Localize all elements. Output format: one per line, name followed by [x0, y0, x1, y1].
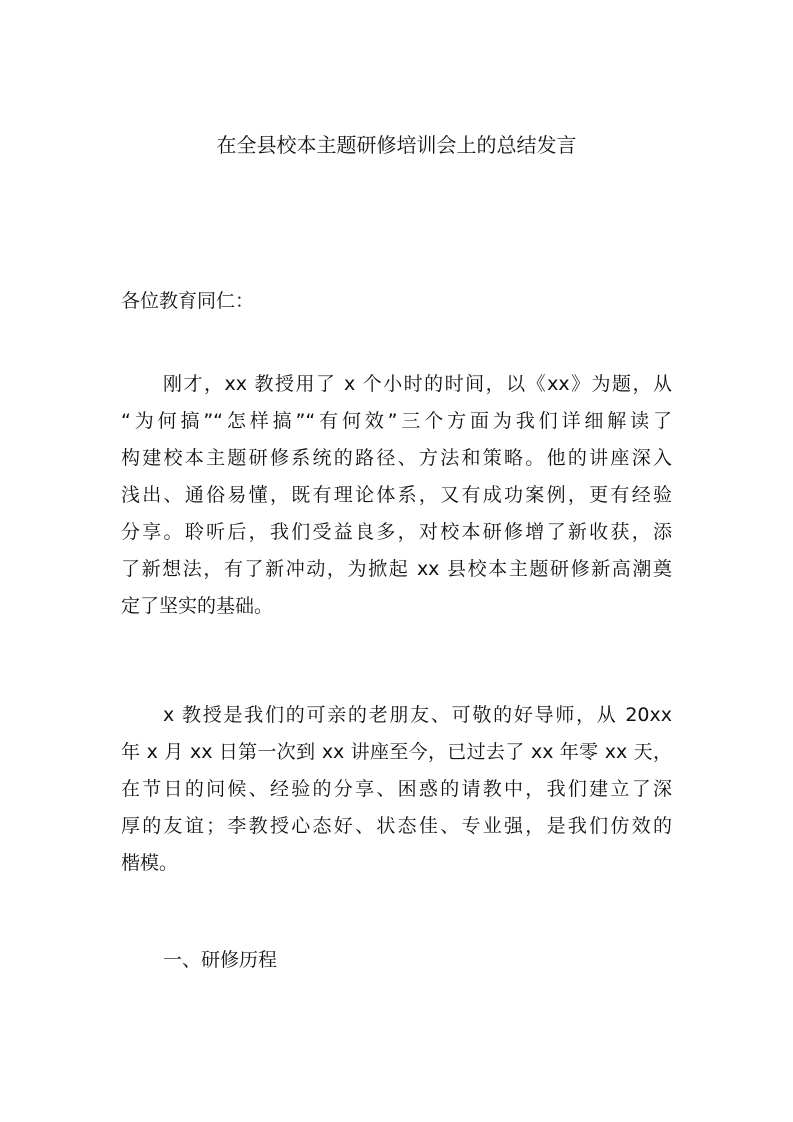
paragraph-line: 分享。聆听后，我们受益良多，对校本研修增了新收获，添	[121, 521, 672, 543]
paragraph-line: 浅出、通俗易懂，既有理论体系，又有成功案例，更有经验	[121, 484, 672, 506]
paragraph-line: 楷模。	[121, 852, 179, 874]
paragraph-line: 了新想法，有了新冲动，为掀起 xx 县校本主题研修新高潮奠	[121, 558, 672, 580]
paragraph-line: 年 x 月 xx 日第一次到 xx 讲座至今，已过去了 xx 年零 xx 天，	[121, 741, 672, 763]
paragraph-line: 厚的友谊；李教授心态好、状态佳、专业强，是我们仿效的	[121, 815, 672, 837]
paragraph-1	[121, 371, 672, 630]
paragraph-line: 构建校本主题研修系统的路径、方法和策略。他的讲座深入	[121, 447, 672, 469]
section-heading: 一、研修历程	[163, 949, 278, 971]
paragraph-line: 在节日的问候、经验的分享、困惑的请教中，我们建立了深	[121, 778, 672, 800]
paragraph-line: 刚才，xx 教授用了 x 个小时的时间，以《xx》为题，从	[163, 373, 672, 395]
salutation: 各位教育同仁：	[121, 290, 255, 312]
paragraph-line: x 教授是我们的可亲的老朋友、可敬的好导师，从 20xx	[163, 704, 672, 726]
paragraph-line: 定了坚实的基础。	[121, 595, 274, 617]
document-title: 在全县校本主题研修培训会上的总结发言	[216, 133, 577, 157]
paragraph-2	[121, 702, 672, 887]
paragraph-line: “为何搞”“怎样搞”“有何效”三个方面为我们详细解读了	[121, 410, 672, 432]
